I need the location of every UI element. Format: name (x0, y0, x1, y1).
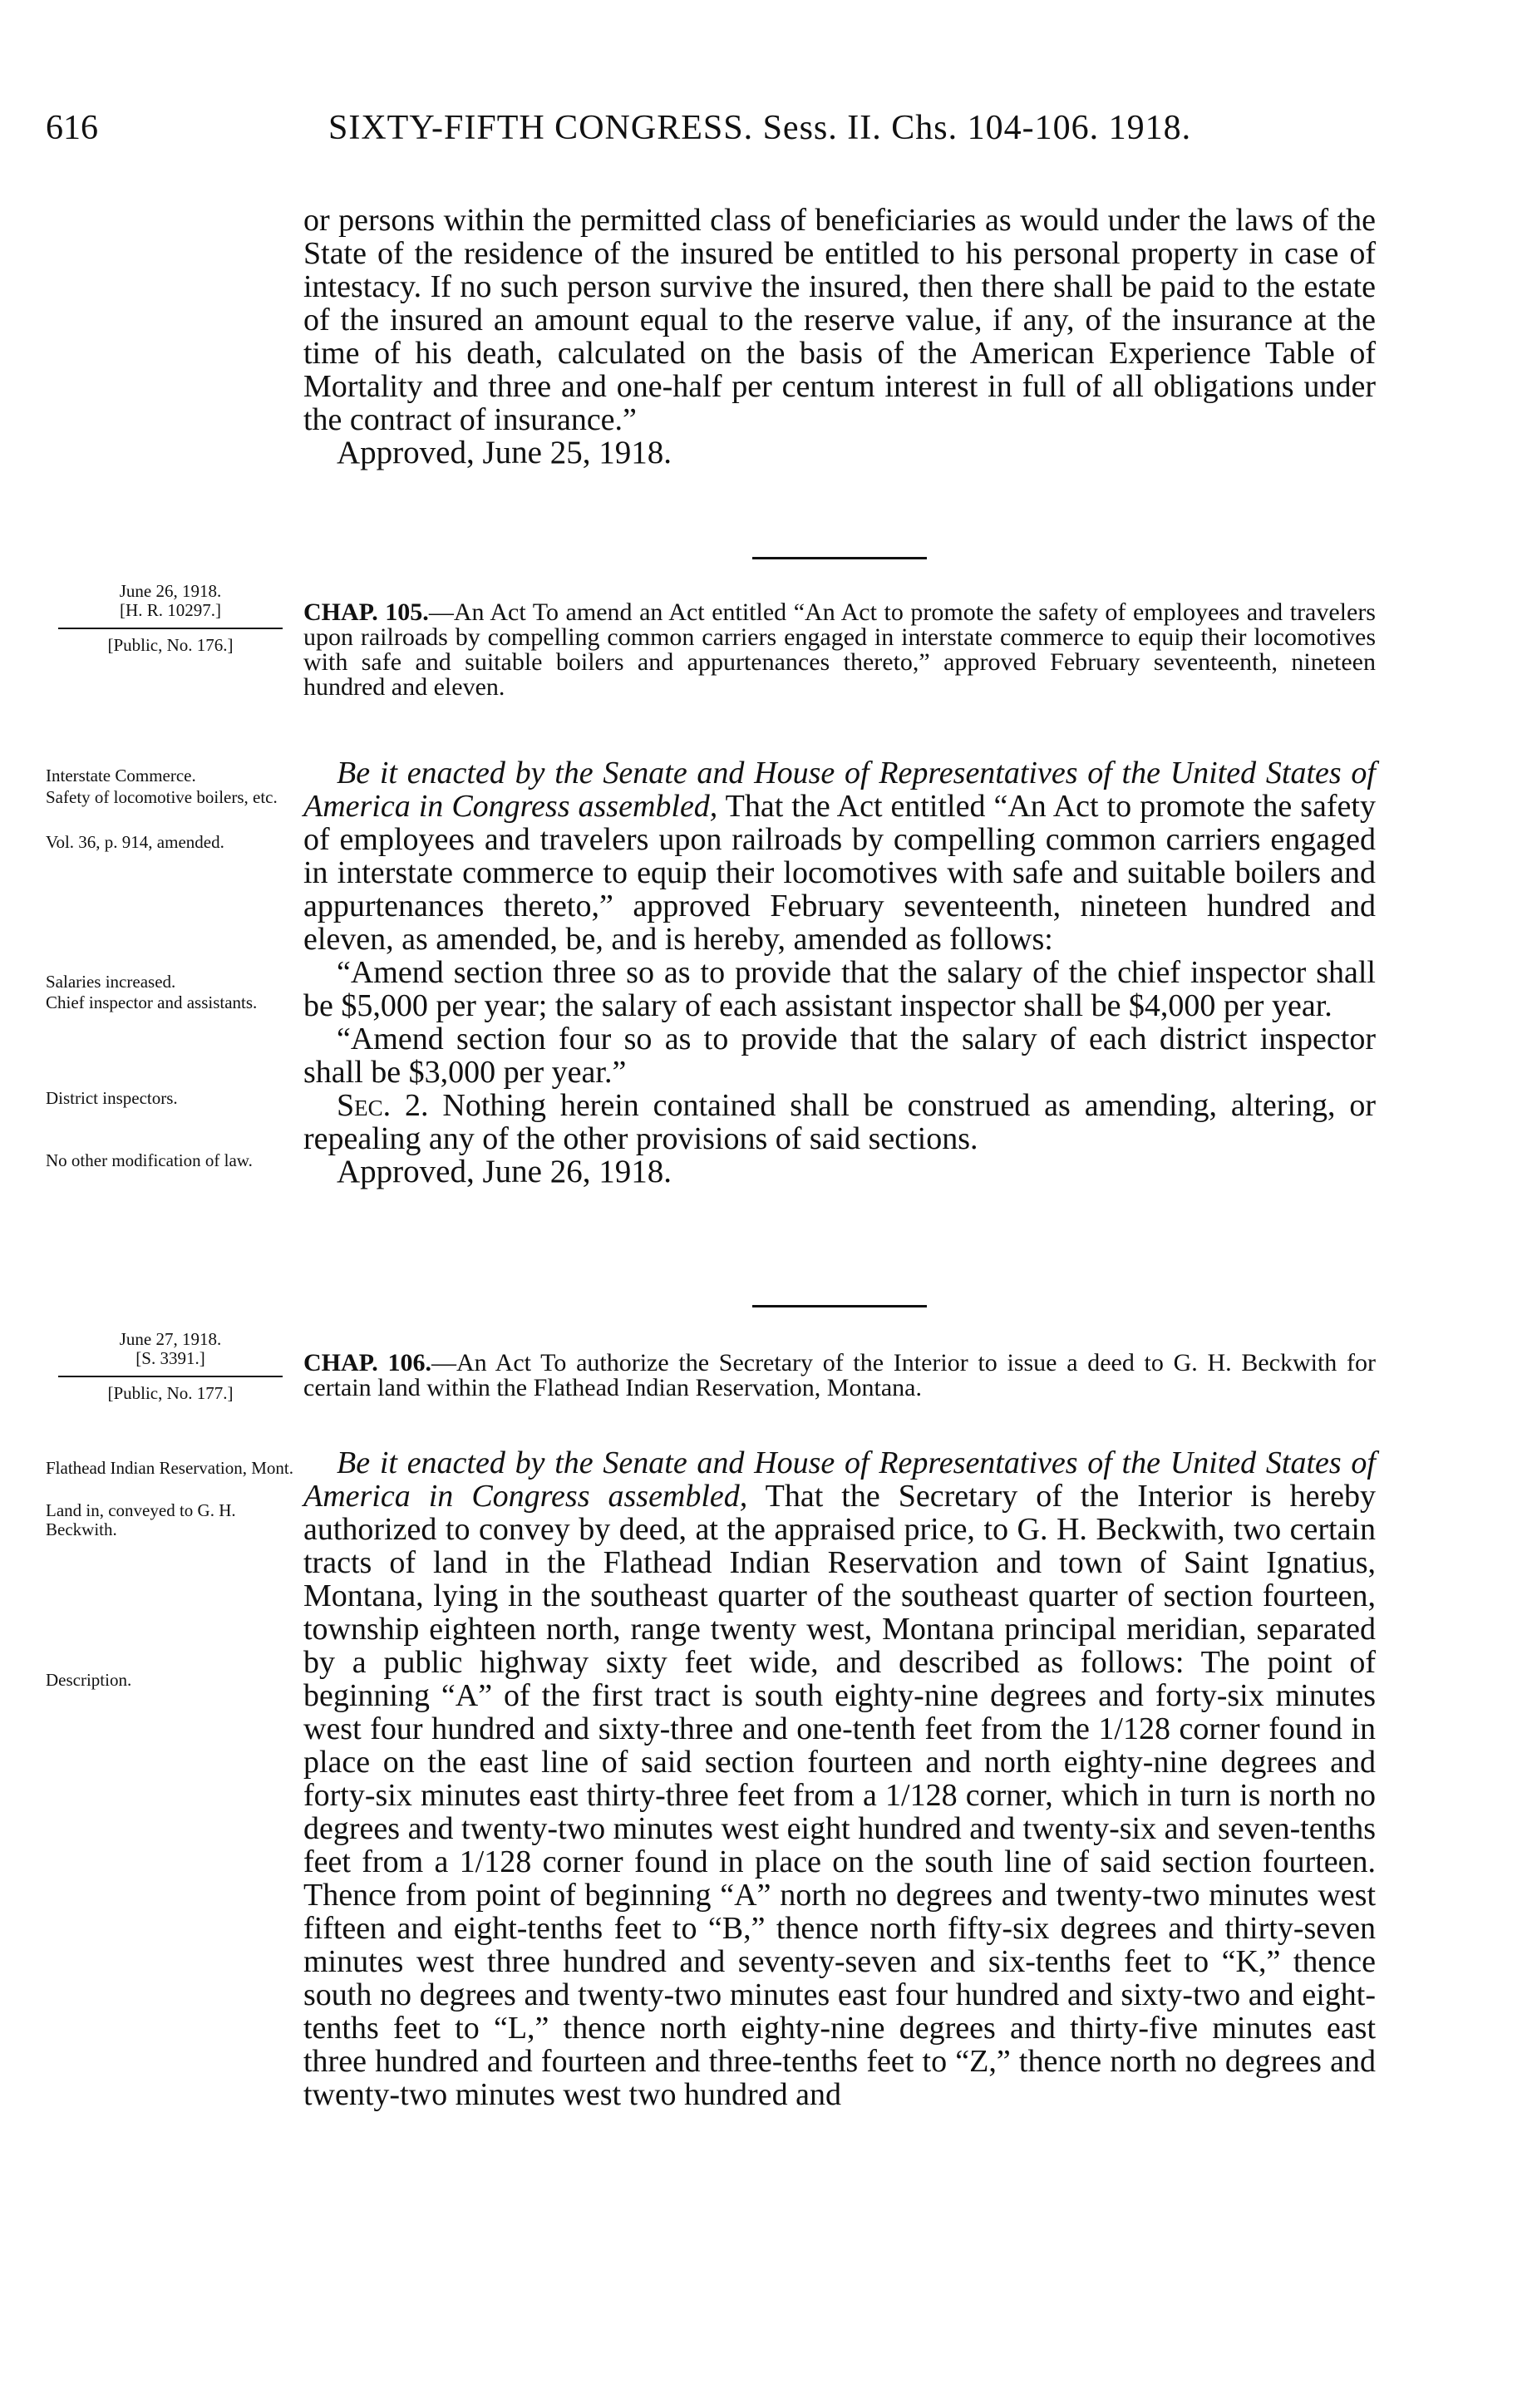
chap105-heading (303, 600, 1376, 700)
chap106-margin-date-block (46, 1330, 295, 1368)
running-title: SIXTY-FIFTH CONGRESS. Sess. II. Chs. 104-106. 1918. (328, 109, 1192, 147)
chap105-approved: Approved, June 26, 1918. (337, 1154, 672, 1189)
margin-note: Flathead Indian Reservation, Mont. (46, 1458, 294, 1478)
margin-note: Interstate Commerce. (46, 766, 196, 785)
margin-divider (58, 1376, 283, 1377)
section-divider (752, 557, 927, 559)
margin-divider (58, 628, 283, 629)
chap105-title: —An Act To amend an Act entitled “An Act to promote the safety of employees and travelers upon railroads by compelling common carriers engaged in interstate commerce to equip their locomotives with safe and suitable boilers and appurtenances thereto,” approved February seventeenth, nineteen hundred and eleven. (303, 598, 1376, 701)
chap105-sec2: Sec. 2. Nothing herein contained shall be construed as amending, altering, or repealing any of the other provisions of said sections. (303, 1088, 1377, 1156)
chap105-body (303, 756, 1376, 1189)
section-label: Sec. 2. (337, 1088, 429, 1123)
chap105-para3: “Amend section four so as to provide that the salary of each district inspector shall be $3,000 per year.” (303, 1022, 1376, 1090)
chap105-margin-public: [Public, No. 176.] (107, 635, 234, 655)
margin-note: Chief inspector and assistants. (46, 992, 258, 1012)
margin-note: Vol. 36, p. 914, amended. (46, 832, 224, 852)
chap104-continuation (303, 204, 1376, 470)
margin-note: District inspectors. (46, 1088, 178, 1108)
margin-note: No other modification of law. (46, 1150, 253, 1170)
margin-note: Safety of locomotive boilers, etc. (46, 787, 278, 807)
chap106-heading (303, 1351, 1376, 1401)
chap106-title: —An Act To authorize the Secretary of the Interior to issue a deed to G. H. Beckwith for certain land within the Flathead Indian Reservation, Montana. (303, 1349, 1376, 1401)
page-number: 616 (46, 109, 98, 147)
chap105-margin-date: June 26, 1918. (119, 581, 222, 601)
chap105-para1: Be it enacted by the Senate and House of Representatives of the United States of America in Congress assembled, That the Act entitled “An Act to promote the safety of employees and travelers upon railroads by compelling common carriers engaged in interstate commerce to equip their locomotives with safe and suitable boilers and appurtenances thereto,” approved February seventeenth, nineteen hundred and eleven, as amended, be, and is hereby, amended as follows: (303, 756, 1376, 957)
chap105-para2: “Amend section three so as to provide that the salary of the chief inspector shall be $5,000 per year; the salary of each assistant inspector shall be $4,000 per year. (303, 955, 1376, 1023)
chap105-margin-bill: [H. R. 10297.] (120, 600, 221, 620)
chap106-body (303, 1446, 1376, 2111)
chap106-label: CHAP. 106. (303, 1349, 431, 1376)
enacting-clause: Be it enacted by the Senate and House of Representatives of the United States of America in Congress assembled, (303, 1445, 1376, 1514)
chap104-approved: Approved, June 25, 1918. (337, 435, 672, 470)
enacting-clause: Be it enacted by the Senate and House of Representatives of the United States of America in Congress assembled, (303, 756, 1376, 824)
chap105-margin-date-block (46, 582, 295, 620)
section-divider (752, 1305, 927, 1307)
margin-note: Description. (46, 1670, 132, 1690)
chap106-margin-public: [Public, No. 177.] (107, 1383, 234, 1403)
margin-note: Land in, conveyed to G. H. Beckwith. (46, 1500, 236, 1539)
chap104-text: or persons within the permitted class of beneficiaries as would under the laws of the State of the residence of the insured be entitled to his personal property in case of intestacy. If no such person survive the insured, then there shall be paid to the estate of the insured an amount equal to the reserve value, if any, of the insurance at the time of his death, calculated on the basis of the American Experience Table of Mortality and three and one-half per centum interest in full of all obligations under the contract of insurance.” (303, 203, 1376, 437)
margin-note: Salaries increased. (46, 972, 176, 992)
chap106-margin-bill: [S. 3391.] (135, 1348, 205, 1368)
chap105-label: CHAP. 105. (303, 598, 429, 626)
chap106-margin-date: June 27, 1918. (119, 1329, 222, 1349)
chap106-para1: Be it enacted by the Senate and House of Representatives of the United States of America in Congress assembled, That the Secretary of the Interior is hereby authorized to convey by deed, at the appraised price, to G. H. Beckwith, two certain tracts of land in the Flathead Indian Reservation and town of Saint Ignatius, Montana, lying in the southeast quarter of the southeast quarter of section fourteen, township eighteen north, range twenty west, Montana principal meridian, separated by a public highway sixty feet wide, and described as follows: The point of beginning “A” of the first tract is south eighty-nine degrees and forty-six minutes west four hundred and sixty-three and one-tenth feet from the 1/128 corner found in place on the east line of said section fourteen and north eighty-nine degrees and forty-six minutes east thirty-three feet from a 1/128 corner, which in turn is north no degrees and twenty-two minutes west eight hundred and twenty-six and seven-tenths feet from a 1/128 corner found in place on the south line of said section fourteen. Thence from point of beginning “A” north no degrees and twenty-two minutes west fifteen and eight-tenths feet to “B,” thence north fifty-six degrees and thirty-seven minutes west three hundred and seventy-seven and six-tenths feet to “K,” thence south no degrees and twenty-two minutes east four hundred and sixty-two and eight-tenths feet to “L,” thence north eighty-nine degrees and thirty-five minutes east three hundred and fourteen and three-tenths feet to “Z,” thence north no degrees and twenty-two minutes west two hundred and (303, 1445, 1376, 2112)
